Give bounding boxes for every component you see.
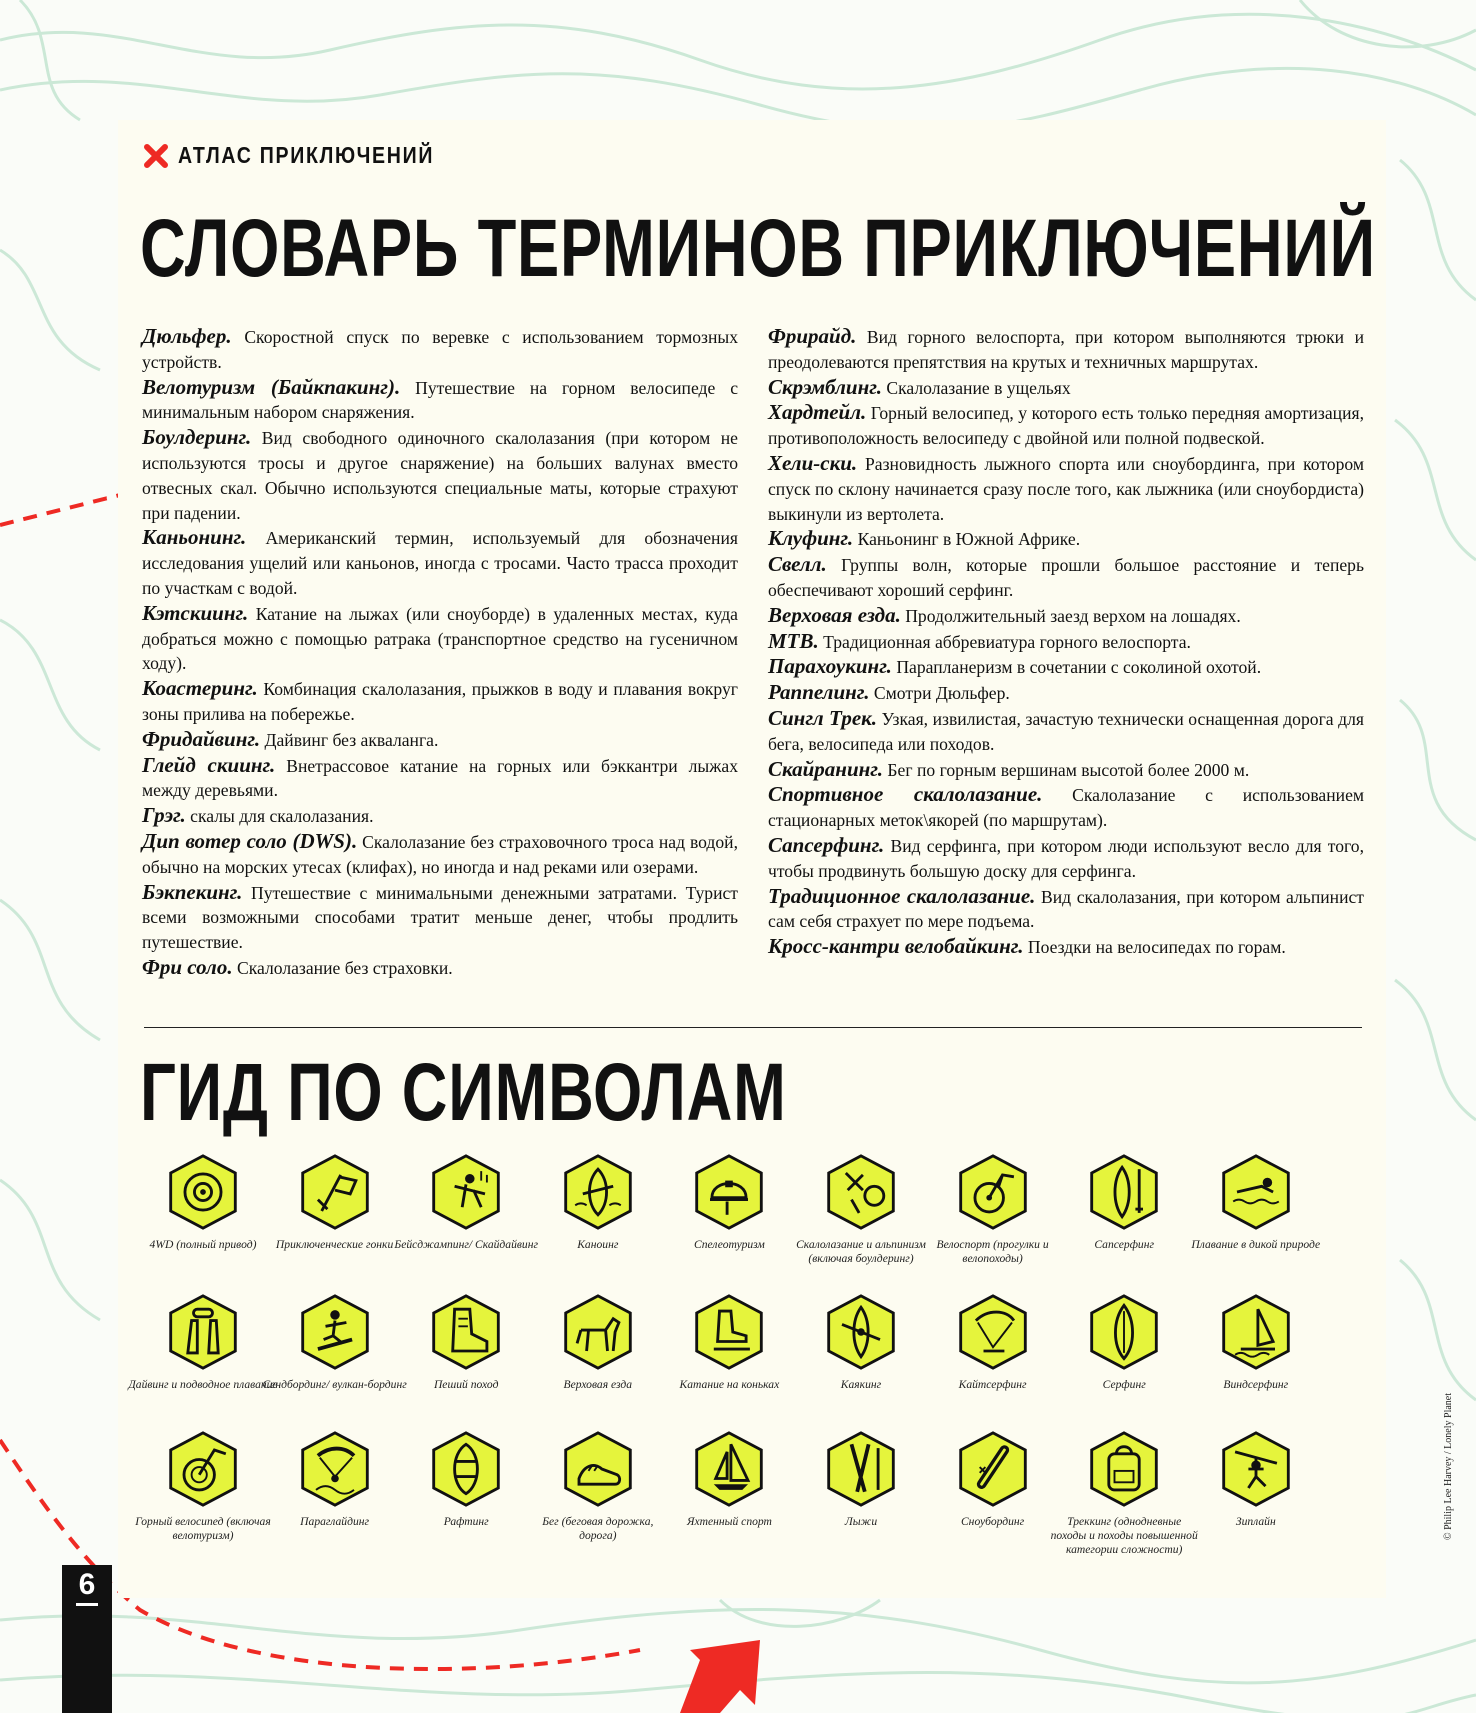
glossary-term: Скрэмблинг. bbox=[768, 374, 882, 399]
page-number: 6 bbox=[62, 1568, 112, 1606]
symbol-label: Верховая езда bbox=[563, 1378, 633, 1391]
glossary-definition: Путешествие на горном велосипеде с минимальным набором снаряжения. bbox=[142, 377, 738, 423]
glossary-definition: Катание на лыжах (или сноуборде) в удаленных местах, куда добраться можно с помощью ратрака (транспортное средство на гусеничном ходу). bbox=[142, 603, 738, 674]
symbol-dive-fins bbox=[128, 1290, 278, 1392]
glossary-term: Кросс-кантри велобайкинг. bbox=[768, 934, 1024, 959]
glossary-term: Велотуризм (Байкпакинг). bbox=[142, 374, 401, 399]
glossary-term: Кэтскиинг. bbox=[142, 600, 249, 625]
tire-icon bbox=[165, 1150, 241, 1234]
symbol-bike-wheel bbox=[918, 1150, 1068, 1266]
mtb-wheel-icon bbox=[165, 1427, 241, 1511]
glossary-definition: Разновидность лыжного спорта или сноубординга, при котором спуск по склону начинается сразу после того, как лыжника (или сноубордиста) выкинули из вертолета. bbox=[768, 453, 1364, 524]
glossary-definition: скалы для скалолазания. bbox=[185, 806, 374, 827]
symbol-skydiver bbox=[391, 1150, 541, 1252]
glossary-term: Фри соло. bbox=[142, 954, 233, 979]
symbol-tire bbox=[128, 1150, 278, 1252]
running-shoe-icon bbox=[560, 1427, 636, 1511]
glossary-right-column bbox=[768, 324, 1364, 960]
symbol-label: Каякинг bbox=[840, 1378, 882, 1391]
glossary-definition: Вид свободного одиночного скалолазания (при котором не используются тросы и другое снаряжение) на больших валунах вместо отвесных скал. Обычно используются специальные маты, которые страхуют при падении. bbox=[142, 428, 738, 523]
glossary-definition: Путешествие с минимальными денежными затратами. Турист всеми возможными способами тратит меньше денег, чтобы продлить путешествие. bbox=[142, 882, 738, 953]
symbol-label: Зиплайн bbox=[1235, 1515, 1276, 1528]
glossary-entry bbox=[768, 526, 1364, 552]
sailboat-icon bbox=[691, 1427, 767, 1511]
glossary-definition: Внетрассовое катание на горных или бэккантри лыжах между деревьями. bbox=[142, 755, 738, 801]
glossary-term: Фридайвинг. bbox=[142, 726, 261, 751]
symbol-climbing-gear bbox=[786, 1150, 936, 1266]
sup-board-icon bbox=[1086, 1150, 1162, 1234]
symbol-label: Бег (беговая дорожка, дорога) bbox=[542, 1515, 654, 1542]
glossary-definition: Горный велосипед, у которого есть только передняя амортизация, противоположность велосипеду с двойной или полной подвеской. bbox=[768, 403, 1364, 449]
glossary-term: Свелл. bbox=[768, 552, 827, 577]
symbol-label: Лыжи bbox=[844, 1515, 878, 1528]
glossary-term: Боулдеринг. bbox=[142, 425, 252, 450]
glossary-left-column bbox=[142, 324, 738, 981]
symbol-helmet bbox=[654, 1150, 804, 1252]
kayak-icon bbox=[823, 1290, 899, 1374]
symbol-label: 4WD (полный привод) bbox=[149, 1238, 257, 1251]
symbol-label: Яхтенный спорт bbox=[686, 1515, 772, 1528]
glossary-entry bbox=[142, 727, 738, 753]
glossary-definition: Скалолазание с использованием стационарных меток\якорей (по маршрутам). bbox=[768, 785, 1365, 831]
symbol-kite bbox=[918, 1290, 1068, 1392]
canoe-icon bbox=[560, 1150, 636, 1234]
glossary-entry bbox=[142, 425, 738, 525]
glossary-definition: Продолжительный заезд верхом на лошадях. bbox=[900, 605, 1241, 626]
glossary-term: МТВ. bbox=[768, 628, 819, 653]
glossary-entry bbox=[142, 375, 738, 426]
glossary-entry bbox=[768, 654, 1364, 680]
glossary-term: Бэкпекинг. bbox=[142, 879, 243, 904]
dive-fins-icon bbox=[165, 1290, 241, 1374]
symbol-canoe bbox=[523, 1150, 673, 1252]
glossary-title: СЛОВАРЬ ТЕРМИНОВ ПРИКЛЮЧЕНИЙ bbox=[140, 203, 1376, 294]
glossary-definition: Группы волн, которые прошли большое расстояние и теперь обеспечивают хороший серфинг. bbox=[768, 555, 1364, 600]
glossary-entry bbox=[768, 324, 1364, 375]
snowboard-icon bbox=[955, 1427, 1031, 1511]
glossary-definition: Скалолазание без страховочного троса над водой, обычно на морских утесах (клифах), но иногда и над реками или озерами. bbox=[142, 831, 738, 877]
symbol-label: Приключенческие гонки bbox=[275, 1238, 394, 1251]
horse-icon bbox=[560, 1290, 636, 1374]
glossary-entry bbox=[768, 884, 1364, 935]
symbol-horse bbox=[523, 1290, 673, 1392]
glossary-entry bbox=[768, 934, 1364, 960]
hiking-boot-icon bbox=[428, 1290, 504, 1374]
glossary-entry bbox=[768, 706, 1364, 757]
symbol-label: Горный велосипед (включая велотуризм) bbox=[135, 1515, 271, 1542]
glossary-term: Хардтейл. bbox=[768, 400, 867, 425]
glossary-term: Спортивное скалолазание. bbox=[768, 782, 1043, 807]
glossary-entry bbox=[768, 680, 1364, 706]
glossary-definition: Поездки на велосипедах по горам. bbox=[1023, 937, 1286, 958]
symbol-label: Плавание в дикой природе bbox=[1191, 1238, 1321, 1251]
symbol-label: Катание на коньках bbox=[679, 1378, 780, 1391]
symbol-label: Параглайдинг bbox=[300, 1515, 370, 1528]
symbol-swimmer bbox=[1181, 1150, 1331, 1252]
symbol-label: Сноубординг bbox=[960, 1515, 1025, 1528]
ice-skate-icon bbox=[691, 1290, 767, 1374]
surfboard-icon bbox=[1086, 1290, 1162, 1374]
glossary-term: Коастеринг. bbox=[142, 676, 258, 701]
series-header bbox=[144, 142, 479, 169]
glossary-definition: Дайвинг без акваланга. bbox=[260, 729, 439, 750]
sandboarder-icon bbox=[297, 1290, 373, 1374]
glossary-term: Раппелинг. bbox=[768, 680, 870, 705]
skydiver-icon bbox=[428, 1150, 504, 1234]
glossary-definition: Узкая, извилистая, зачастую технически оснащенная дорога для бега, велосипеда или походов. bbox=[768, 708, 1364, 754]
glossary-term: Сапсерфинг. bbox=[768, 832, 885, 857]
glossary-definition: Скалолазание без страховки. bbox=[232, 957, 453, 978]
skis-icon bbox=[823, 1427, 899, 1511]
glossary-entry bbox=[768, 603, 1364, 629]
symbol-label: Велоспорт (прогулки и велопоходы) bbox=[936, 1238, 1049, 1265]
symbol-backpack bbox=[1049, 1427, 1199, 1557]
glossary-entry bbox=[142, 955, 738, 981]
symbols-title: ГИД ПО СИМВОЛАМ bbox=[140, 1047, 787, 1138]
glossary-term: Верховая езда. bbox=[768, 602, 901, 627]
glossary-entry bbox=[142, 676, 738, 727]
flag-icon bbox=[297, 1150, 373, 1234]
symbol-label: Кайтсерфинг bbox=[958, 1378, 1027, 1391]
zipline-icon bbox=[1218, 1427, 1294, 1511]
glossary-definition: Смотри Дюльфер. bbox=[869, 683, 1010, 704]
glossary-definition: Американский термин, используемый для обозначения исследования ущелий или каньонов, иногда с тросами. Часто трасса проходит по участкам с водой. bbox=[142, 528, 738, 598]
symbol-surfboard bbox=[1049, 1290, 1199, 1392]
glossary-definition: Скоростной спуск по веревке с использованием тормозных устройств. bbox=[142, 327, 738, 372]
glossary-term: Сингл Трек. bbox=[768, 705, 878, 730]
glossary-term: Хели-ски. bbox=[768, 450, 858, 475]
climbing-gear-icon bbox=[823, 1150, 899, 1234]
glossary-entry bbox=[142, 324, 738, 375]
symbol-label: Треккинг (однодневные походы и походы повышенной категории сложности) bbox=[1050, 1515, 1198, 1556]
symbol-zipline bbox=[1181, 1427, 1331, 1529]
raft-icon bbox=[428, 1427, 504, 1511]
symbol-sup-board bbox=[1049, 1150, 1199, 1252]
glossary-term: Фрирайд. bbox=[768, 324, 857, 348]
glossary-definition: Вид скалолазания, при котором альпинист сам себя страхует по мере подъема. bbox=[768, 886, 1364, 932]
symbol-sailboat bbox=[654, 1427, 804, 1529]
symbol-snowboard bbox=[918, 1427, 1068, 1529]
symbol-windsurf bbox=[1181, 1290, 1331, 1392]
glossary-entry bbox=[142, 753, 738, 804]
symbol-label: Каноинг bbox=[577, 1238, 619, 1251]
symbol-raft bbox=[391, 1427, 541, 1529]
symbol-label: Бейсджампинг/ Скайдайвинг bbox=[394, 1238, 538, 1251]
glossary-entry bbox=[768, 833, 1364, 884]
glossary-definition: Вид серфинга, при котором люди используют весло для того, чтобы продвинуть большую доску для серфинга. bbox=[768, 835, 1364, 881]
glossary-term: Глейд скиинг. bbox=[142, 752, 276, 777]
glossary-definition: Каньонинг в Южной Африке. bbox=[853, 529, 1081, 550]
backpack-icon bbox=[1086, 1427, 1162, 1511]
glossary-term: Скайранинг. bbox=[768, 756, 884, 781]
glossary-definition: Скалолазание в ущельях bbox=[881, 377, 1071, 398]
glossary-entry bbox=[768, 629, 1364, 655]
windsurf-icon bbox=[1218, 1290, 1294, 1374]
glossary-entry bbox=[768, 552, 1364, 603]
kite-icon bbox=[955, 1290, 1031, 1374]
photo-credit: © Philip Lee Harvey / Lonely Planet bbox=[1443, 1392, 1454, 1540]
glossary-entry bbox=[768, 782, 1364, 833]
glossary-definition: Парапланеризм в сочетании с соколиной охотой. bbox=[891, 657, 1262, 678]
glossary-term: Традиционное скалолазание. bbox=[768, 883, 1036, 908]
symbol-hiking-boot bbox=[391, 1290, 541, 1392]
glossary-entry bbox=[142, 829, 738, 880]
swimmer-icon bbox=[1218, 1150, 1294, 1234]
series-label: АТЛАС ПРИКЛЮЧЕНИЙ bbox=[178, 142, 435, 168]
red-x-icon bbox=[144, 144, 168, 168]
glossary-term: Дюльфер. bbox=[142, 324, 232, 348]
bike-wheel-icon bbox=[955, 1150, 1031, 1234]
glossary-definition: Комбинация скалолазания, прыжков в воду и плавания вокруг зоны прилива на побережье. bbox=[142, 679, 738, 724]
glossary-definition: Вид горного велоспорта, при котором выполняются трюки и преодолеваются препятствия на крутых и техничных маршрутах. bbox=[768, 327, 1364, 372]
symbol-label: Серфинг bbox=[1102, 1378, 1146, 1391]
glossary-entry bbox=[142, 803, 738, 829]
paraglider-icon bbox=[297, 1427, 373, 1511]
glossary-term: Грэг. bbox=[142, 803, 186, 828]
glossary-entry bbox=[768, 400, 1364, 451]
glossary-definition: Традиционная аббревиатура горного велоспорта. bbox=[818, 631, 1191, 652]
symbol-label: Рафтинг bbox=[443, 1515, 489, 1528]
symbol-label: Скалолазание и альпинизм (включая боулдеринг) bbox=[796, 1238, 926, 1265]
symbol-label: Сендбординг/ вулкан-бординг bbox=[262, 1378, 407, 1391]
glossary-entry bbox=[768, 451, 1364, 526]
symbol-kayak bbox=[786, 1290, 936, 1392]
glossary-term: Дип вотер соло (DWS). bbox=[142, 828, 358, 853]
glossary-term: Каньонинг. bbox=[142, 525, 247, 550]
section-divider bbox=[144, 1027, 1362, 1028]
glossary-entry bbox=[142, 880, 738, 955]
glossary-entry bbox=[142, 601, 738, 676]
glossary-term: Клуфинг. bbox=[768, 526, 854, 551]
glossary-entry bbox=[768, 757, 1364, 783]
symbol-mtb-wheel bbox=[128, 1427, 278, 1543]
symbol-label: Дайвинг и подводное плавание bbox=[128, 1378, 278, 1391]
symbol-ice-skate bbox=[654, 1290, 804, 1392]
symbol-label: Спелеотуризм bbox=[693, 1238, 765, 1251]
symbol-label: Пеший поход bbox=[433, 1378, 499, 1391]
helmet-icon bbox=[691, 1150, 767, 1234]
symbol-label: Виндсерфинг bbox=[1223, 1378, 1289, 1391]
symbol-paraglider bbox=[260, 1427, 410, 1529]
symbol-skis bbox=[786, 1427, 936, 1529]
glossary-definition: Бег по горным вершинам высотой более 2000 м. bbox=[883, 759, 1250, 780]
symbol-label: Сапсерфинг bbox=[1094, 1238, 1155, 1251]
glossary-term: Парахоукинг. bbox=[768, 654, 892, 679]
glossary-entry bbox=[768, 375, 1364, 401]
symbol-flag bbox=[260, 1150, 410, 1252]
symbol-sandboarder bbox=[260, 1290, 410, 1392]
glossary-entry bbox=[142, 525, 738, 600]
symbol-running-shoe bbox=[523, 1427, 673, 1543]
